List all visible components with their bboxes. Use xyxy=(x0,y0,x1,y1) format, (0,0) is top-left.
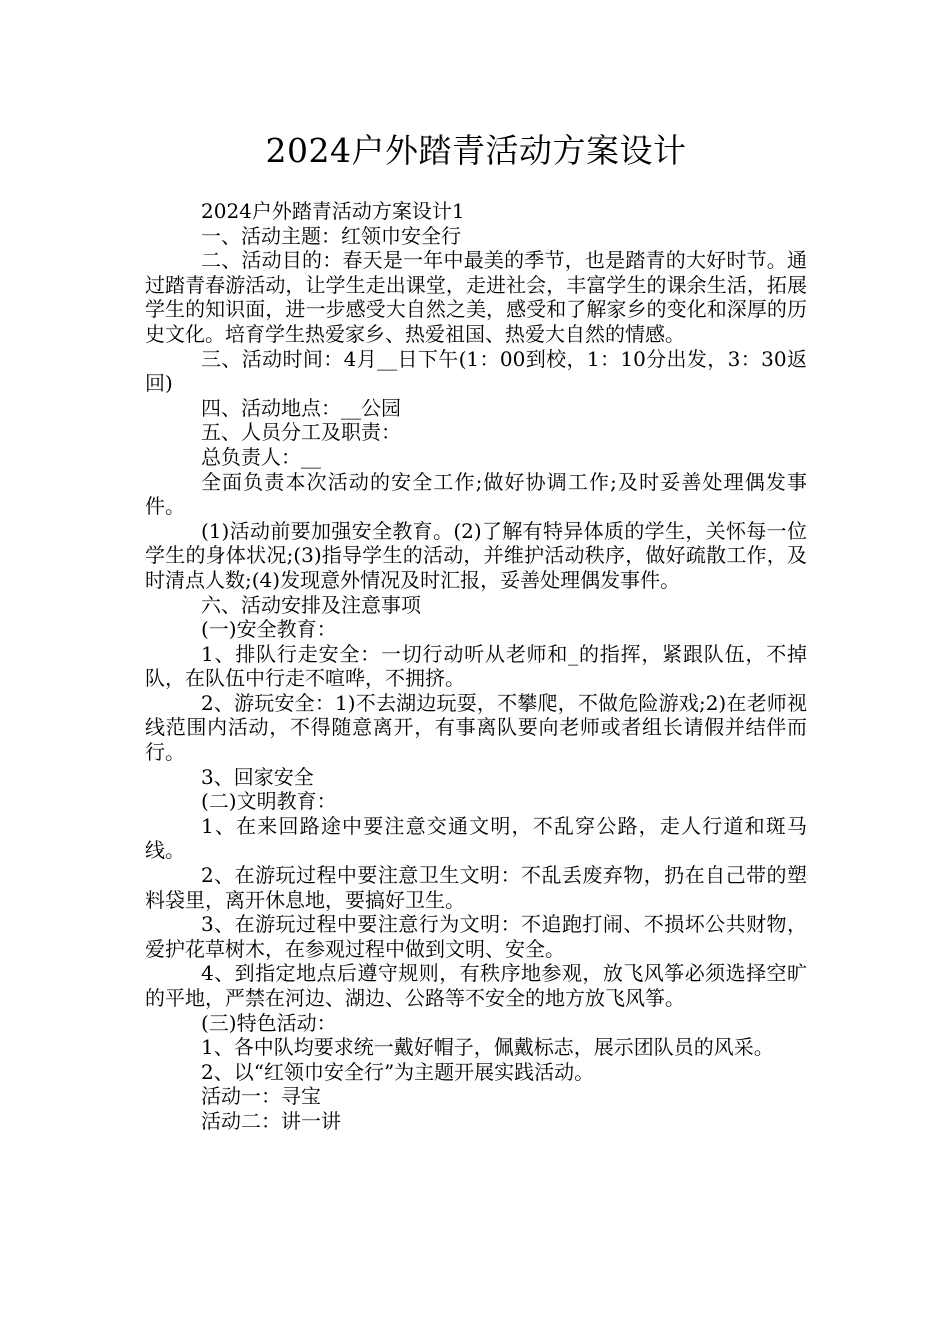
paragraph-safety-3: 3、回家安全 xyxy=(201,764,314,789)
paragraph-special-1: 1、各中队均要求统一戴好帽子，佩戴标志，展示团队员的风采。 xyxy=(201,1035,774,1060)
paragraph-time: 三、活动时间：4月__日下午(1：00到校，1：10分出发，3：30返回) xyxy=(145,346,807,396)
paragraph-special-2: 2、以“红领巾安全行”为主题开展实践活动。 xyxy=(201,1059,595,1084)
paragraph-civility-3: 3、在游玩过程中要注意行为文明：不追跑打闹、不损坏公共财物，爱护花草树木，在参观过程中做到文明、安全。 xyxy=(145,912,807,961)
paragraph-staffing-heading: 五、人员分工及职责： xyxy=(201,420,401,445)
paragraph-chief: 总负责人：__ xyxy=(201,444,321,469)
paragraph-civility-4: 4、到指定地点后遵守规则，有秩序地参观，放飞风筝必须选择空旷的平地，严禁在河边、湖边、公路等不安全的地方放飞风筝。 xyxy=(145,961,807,1010)
paragraph-activity-2: 活动二：讲一讲 xyxy=(201,1108,341,1133)
paragraph-location: 四、活动地点：__公园 xyxy=(201,395,401,420)
document-page xyxy=(145,0,807,1134)
paragraph-special-heading: (三)特色活动： xyxy=(201,1010,337,1035)
paragraph-chief-duty: 全面负责本次活动的安全工作;做好协调工作;及时妥善处理偶发事件。 xyxy=(145,469,807,519)
paragraph-safety-2: 2、游玩安全：1)不去湖边玩耍，不攀爬，不做危险游戏;2)在老师视线范围内活动，不得随意离开，有事离队要向老师或者组长请假并结伴而行。 xyxy=(145,690,807,765)
paragraph-activity-1: 活动一：寻宝 xyxy=(201,1084,321,1109)
paragraph-subtitle: 2024户外踏青活动方案设计1 xyxy=(201,199,465,223)
paragraph-civility-heading: (二)文明教育： xyxy=(201,789,337,814)
paragraph-arrangement-heading: 六、活动安排及注意事项 xyxy=(201,592,421,617)
paragraph-civility-2: 2、在游玩过程中要注意卫生文明：不乱丢废弃物，扔在自己带的塑料袋里，离开休息地，要搞好卫生。 xyxy=(145,863,807,912)
paragraph-civility-1: 1、在来回路途中要注意交通文明，不乱穿公路，走人行道和斑马线。 xyxy=(145,813,807,863)
document-title: 2024户外踏青活动方案设计 xyxy=(265,131,687,170)
paragraph-purpose: 二、活动目的：春天是一年中最美的季节，也是踏青的大好时节。通过踏青春游活动，让学生走出课堂，走进社会，丰富学生的课余生活，拓展学生的知识面，进一步感受大自然之美，感受和了解家乡的变化和深厚的历史文化。培育学生热爱家乡、热爱祖国、热爱大自然的情感。 xyxy=(145,248,807,346)
paragraph-safety-1: 1、排队行走安全：一切行动听从老师和_的指挥，紧跟队伍，不掉队，在队伍中行走不喧哗，不拥挤。 xyxy=(145,641,807,691)
paragraph-duty-list: (1)活动前要加强安全教育。(2)了解有特异体质的学生，关怀每一位学生的身体状况;(3)指导学生的活动，并维护活动秩序，做好疏散工作，及时清点人数;(4)发现意外情况及时汇报，妥善处理偶发事件。 xyxy=(145,518,807,592)
paragraph-theme: 一、活动主题：红领巾安全行 xyxy=(201,223,461,248)
paragraph-safety-heading: (一)安全教育： xyxy=(201,617,337,642)
document-body xyxy=(145,199,807,1134)
